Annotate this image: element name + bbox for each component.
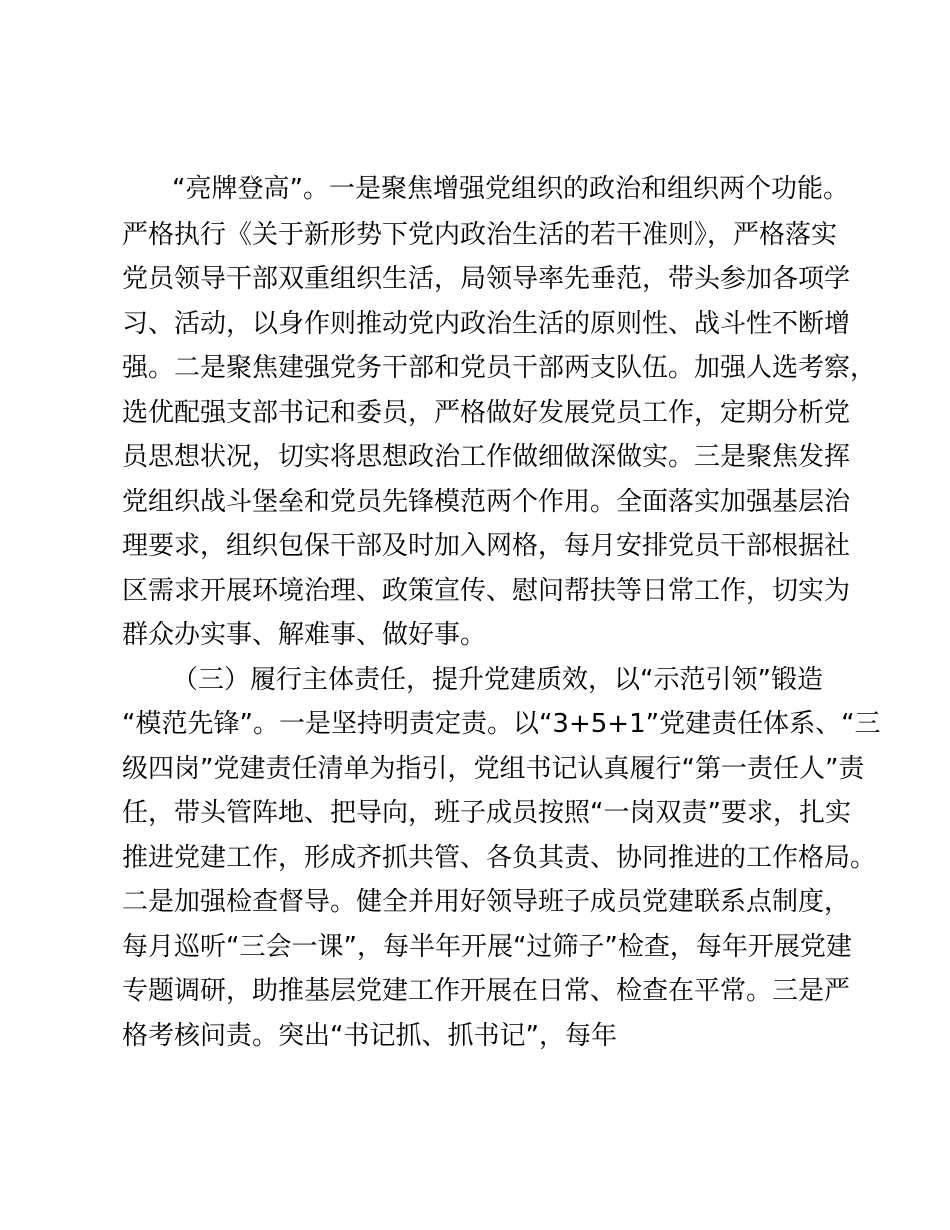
- section-heading-line: （三）履行主体责任，提升党建质效，以“示范引领”锻造: [172, 665, 823, 695]
- text-line: 党组织战斗堡垒和党员先锋模范两个作用。全面落实加强基层治: [122, 487, 851, 517]
- text-line: 党员领导干部双重组织生活，局领导率先垂范，带头参加各项学: [122, 264, 851, 294]
- text-line: 员思想状况，切实将思想政治工作做细做深做实。三是聚焦发挥: [122, 442, 851, 472]
- text-line: 格考核问责。突出“书记抓、抓书记”，每年: [122, 1021, 617, 1051]
- text-line: 区需求开展环境治理、政策宣传、慰问帮扶等日常工作，切实为: [122, 576, 851, 606]
- text-line: 选优配强支部书记和委员，严格做好发展党员工作，定期分析党: [122, 398, 851, 428]
- text-line: 二是加强检查督导。健全并用好领导班子成员党建联系点制度，: [122, 887, 851, 917]
- text-line: 强。二是聚焦建强党务干部和党员干部两支队伍。加强人选考察，: [122, 353, 877, 383]
- text-line: 习、活动，以身作则推动党内政治生活的原则性、战斗性不断增: [122, 309, 851, 339]
- text-line: 严格执行《关于新形势下党内政治生活的若干准则》，严格落实: [122, 220, 838, 250]
- text-line: “模范先锋”。一是坚持明责定责。以“3+5+1”党建责任体系、“三: [122, 709, 881, 739]
- text-line: “亮牌登高”。一是聚焦增强党组织的政治和组织两个功能。: [172, 174, 849, 204]
- text-line: 每月巡听“三会一课”，每半年开展“过筛子”检查，每年开展党建: [122, 932, 852, 962]
- text-line: 群众办实事、解难事、做好事。: [122, 620, 487, 650]
- text-line: 级四岗”党建责任清单为指引，党组书记认真履行“第一责任人”责: [122, 754, 865, 784]
- text-line: 推进党建工作，形成齐抓共管、各负其责、协同推进的工作格局。: [122, 843, 877, 873]
- text-line: 任，带头管阵地、把导向，班子成员按照“一岗双责”要求，扎实: [122, 798, 851, 828]
- text-line: 理要求，组织包保干部及时加入网格，每月安排党员干部根据社: [122, 531, 851, 561]
- text-line: 专题调研，助推基层党建工作开展在日常、检查在平常。三是严: [122, 976, 851, 1006]
